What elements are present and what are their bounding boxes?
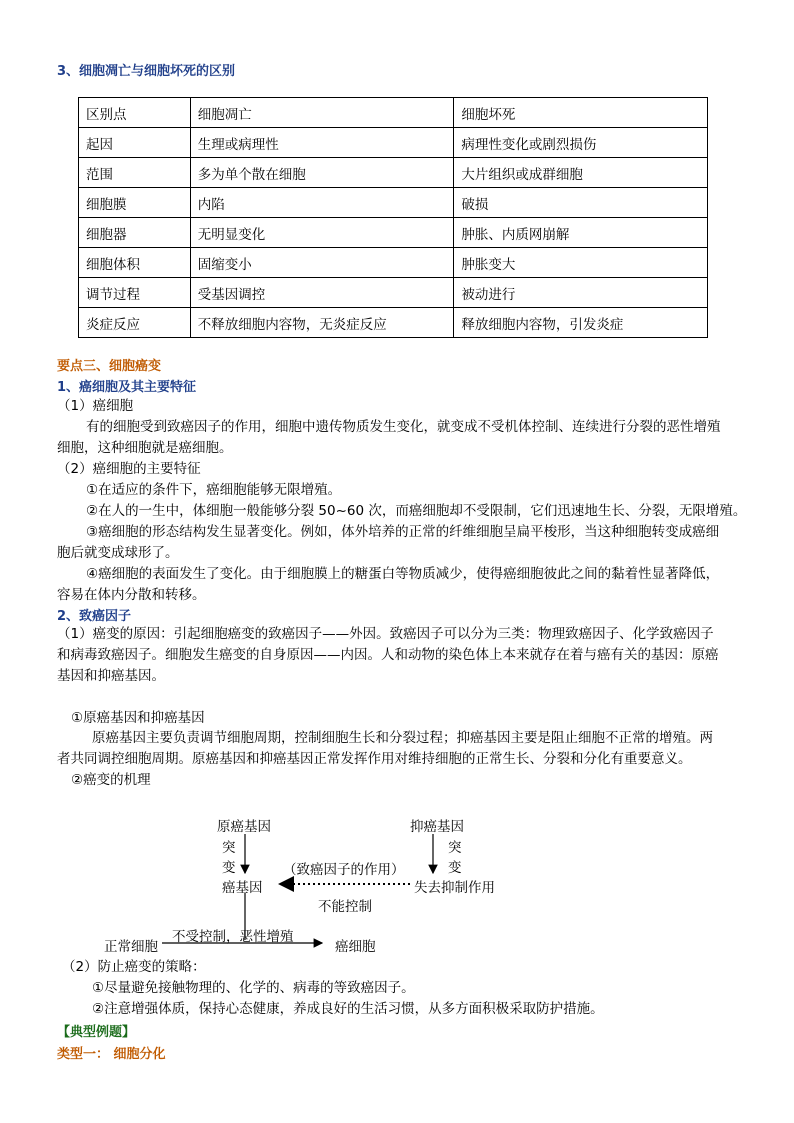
table-cell: 细胞器 bbox=[79, 218, 191, 248]
feature-2: ②在人的一生中，体细胞一般能够分裂 50~60 次，而癌细胞却不受限制，它们迅速地生长、分裂，无限增殖。 bbox=[86, 503, 747, 519]
table-cell: 病理性变化或剧烈损伤 bbox=[454, 128, 708, 158]
uncontrolled-proliferation-label: 不受控制，恶性增殖 bbox=[172, 929, 294, 945]
proto-oncogene-label: 原癌基因 bbox=[217, 819, 271, 835]
tumor-suppressor-label: 抑癌基因 bbox=[410, 819, 464, 835]
feature-4-line1: ④癌细胞的表面发生了变化。由于细胞膜上的糖蛋白等物质减少，使得癌细胞彼此之间的黏着性显著降低， bbox=[86, 566, 720, 582]
table-cell: 破损 bbox=[454, 188, 708, 218]
prevention-1: ①尽量避免接触物理的、化学的、病毒的等致癌因子。 bbox=[92, 980, 415, 996]
table-cell: 生理或病理性 bbox=[190, 128, 454, 158]
feature-3-line2: 胞后就变成球形了。 bbox=[57, 545, 179, 561]
table-cell: 肿胀、内质网崩解 bbox=[454, 218, 708, 248]
table-cell: 肿胀变大 bbox=[454, 248, 708, 278]
table-header-cell: 细胞凋亡 bbox=[190, 98, 454, 128]
table-cell: 大片组织或成群细胞 bbox=[454, 158, 708, 188]
lose-inhibition-label: 失去抑制作用 bbox=[414, 880, 495, 896]
subsection-1-title: 1、癌细胞及其主要特征 bbox=[57, 380, 197, 395]
proto-mutation-char-1: 突 bbox=[222, 840, 236, 856]
section-3-title: 3、细胞凋亡与细胞坏死的区别 bbox=[57, 64, 236, 79]
feature-4-line2: 容易在体内分散和转移。 bbox=[57, 587, 206, 603]
feature-1: ①在适应的条件下，癌细胞能够无限增殖。 bbox=[86, 482, 342, 498]
gene-label: ①原癌基因和抑癌基因 bbox=[71, 710, 205, 726]
table-cell: 内陷 bbox=[190, 188, 454, 218]
item-1-text-line1: 有的细胞受到致癌因子的作用，细胞中遗传物质发生变化，就变成不受机体控制、连续进行分裂的恶性增殖 bbox=[86, 419, 721, 435]
oncogene-label: 癌基因 bbox=[222, 880, 263, 896]
item-1-text-line2: 细胞，这种细胞就是癌细胞。 bbox=[57, 440, 233, 456]
gene-text-line1: 原癌基因主要负责调节细胞周期，控制细胞生长和分裂过程；抑癌基因主要是阻止细胞不正常的增殖。两 bbox=[92, 730, 713, 746]
table-cell: 范围 bbox=[79, 158, 191, 188]
key-point-3-title: 要点三、细胞癌变 bbox=[57, 359, 162, 374]
feature-3-line1: ③癌细胞的形态结构发生显著变化。例如，体外培养的正常的纤维细胞呈扁平梭形，当这种细胞转变成癌细 bbox=[86, 524, 720, 540]
table-cell: 细胞膜 bbox=[79, 188, 191, 218]
table-cell: 炎症反应 bbox=[79, 308, 191, 338]
item-1-label: （1）癌细胞 bbox=[57, 398, 134, 414]
suppressor-mutation-char-2: 变 bbox=[448, 860, 462, 876]
prevention-label: （2）防止癌变的策略： bbox=[62, 959, 206, 975]
table-cell: 不释放细胞内容物，无炎症反应 bbox=[190, 308, 454, 338]
table-cell: 无明显变化 bbox=[190, 218, 454, 248]
carcinogen-note: （致癌因子的作用） bbox=[283, 862, 405, 878]
cause-line1: （1）癌变的原因：引起细胞癌变的致癌因子——外因。致癌因子可以分为三类：物理致癌因子、化学致癌因子 bbox=[57, 626, 714, 642]
normal-cell-label: 正常细胞 bbox=[104, 939, 158, 955]
subsection-2-title: 2、致癌因子 bbox=[57, 609, 132, 624]
table-cell: 固缩变小 bbox=[190, 248, 454, 278]
cause-line2: 和病毒致癌因子。细胞发生癌变的自身原因——内因。人和动物的染色体上本来就存在着与癌有关的基因：原癌 bbox=[57, 647, 719, 663]
gene-text-line2: 者共同调控细胞周期。原癌基因和抑癌基因正常发挥作用对维持细胞的正常生长、分裂和分化有重要意义。 bbox=[57, 751, 692, 767]
table-header-cell: 细胞坏死 bbox=[454, 98, 708, 128]
table-header-cell: 区别点 bbox=[79, 98, 191, 128]
type-1-title: 类型一： 细胞分化 bbox=[57, 1047, 166, 1062]
cancer-cell-label: 癌细胞 bbox=[335, 939, 376, 955]
typical-examples-title: 【典型例题】 bbox=[57, 1025, 136, 1040]
table-cell: 释放细胞内容物，引发炎症 bbox=[454, 308, 708, 338]
table-cell: 受基因调控 bbox=[190, 278, 454, 308]
cannot-control-label: 不能控制 bbox=[318, 899, 372, 915]
table-cell: 多为单个散在细胞 bbox=[190, 158, 454, 188]
table-cell: 调节过程 bbox=[79, 278, 191, 308]
suppressor-mutation-char-1: 突 bbox=[448, 840, 462, 856]
table-cell: 起因 bbox=[79, 128, 191, 158]
mechanism-label: ②癌变的机理 bbox=[71, 772, 151, 788]
proto-mutation-char-2: 变 bbox=[222, 860, 236, 876]
prevention-2: ②注意增强体质，保持心态健康，养成良好的生活习惯，从多方面积极采取防护措施。 bbox=[92, 1001, 604, 1017]
item-2-label: （2）癌细胞的主要特征 bbox=[57, 461, 201, 477]
cause-line3: 基因和抑癌基因。 bbox=[57, 668, 165, 684]
table-cell: 被动进行 bbox=[454, 278, 708, 308]
table-cell: 细胞体积 bbox=[79, 248, 191, 278]
